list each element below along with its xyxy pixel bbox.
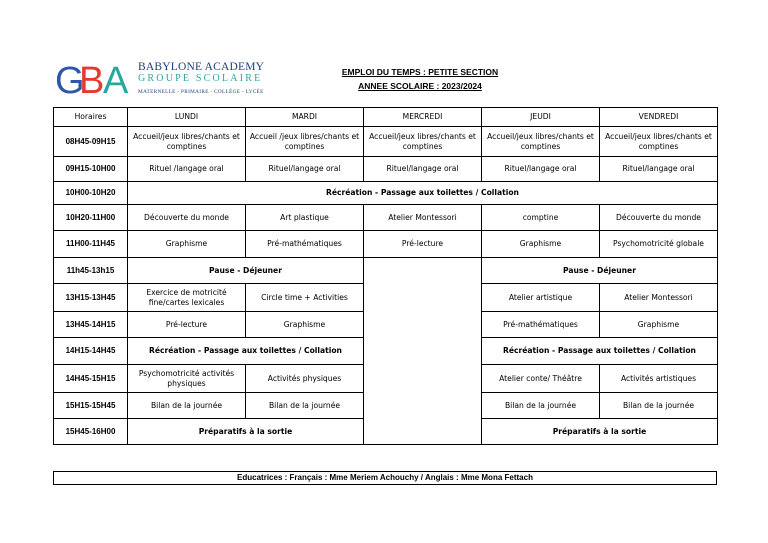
cell-vendredi: Activités artistiques — [600, 365, 718, 393]
header-lundi: LUNDI — [128, 108, 246, 127]
cell-vendredi: Graphisme — [600, 312, 718, 338]
logo-letter-b: B — [79, 60, 105, 102]
cell-jeudi: Rituel/langage oral — [482, 157, 600, 182]
cell-mardi: Circle time + Activities — [246, 284, 364, 312]
header-mardi: MARDI — [246, 108, 364, 127]
time-cell: 14H15-14H45 — [54, 338, 128, 365]
cell-vendredi: Accueil/jeux libres/chants et comptines — [600, 127, 718, 157]
time-cell: 15H15-15H45 — [54, 393, 128, 419]
cell-jeudi: Pré-mathématiques — [482, 312, 600, 338]
table-row — [54, 231, 718, 258]
table-row — [54, 157, 718, 182]
cell-jeudi: Atelier conte/ Théâtre — [482, 365, 600, 393]
cell-mardi: Bilan de la journée — [246, 393, 364, 419]
cell-lundi: Bilan de la journée — [128, 393, 246, 419]
cell-mardi: Graphisme — [246, 312, 364, 338]
cell-mercredi: Pré-lecture — [364, 231, 482, 258]
time-cell: 08H45-09H15 — [54, 127, 128, 157]
gba-logo-mark — [55, 58, 137, 103]
cell-exit-jeudi-vendredi: Préparatifs à la sortie — [482, 419, 718, 445]
cell-mardi: Accueil /jeux libres/chants et comptines — [246, 127, 364, 157]
school-year: ANNEE SCOLAIRE : 2023/2024 — [358, 81, 482, 91]
logo-school-name: BABYLONE ACADEMY — [138, 61, 265, 73]
logo-letter-g: G — [55, 60, 85, 102]
cell-break-jeudi-vendredi: Récréation - Passage aux toilettes / Collation — [482, 338, 718, 365]
cell-mercredi: Accueil/jeux libres/chants et comptines — [364, 127, 482, 157]
cell-mardi: Pré-mathématiques — [246, 231, 364, 258]
educators-footer: Educatrices : Français : Mme Meriem Achouchy / Anglais : Mme Mona Fettach — [53, 471, 717, 485]
cell-lundi: Graphisme — [128, 231, 246, 258]
cell-jeudi: Atelier artistique — [482, 284, 600, 312]
cell-lunch-jeudi-vendredi: Pause - Déjeuner — [482, 258, 718, 284]
table-row — [54, 182, 718, 205]
time-cell: 09H15-10H00 — [54, 157, 128, 182]
cell-mercredi: Atelier Montessori — [364, 205, 482, 231]
cell-mercredi-afternoon-empty — [364, 258, 482, 445]
page-title: EMPLOI DU TEMPS : PETITE SECTION — [341, 67, 499, 77]
cell-jeudi: Bilan de la journée — [482, 393, 600, 419]
cell-vendredi: Atelier Montessori — [600, 284, 718, 312]
cell-mardi: Rituel/langage oral — [246, 157, 364, 182]
cell-jeudi: Accueil/jeux libres/chants et comptines — [482, 127, 600, 157]
cell-lundi: Pré-lecture — [128, 312, 246, 338]
cell-lundi: Découverte du monde — [128, 205, 246, 231]
header-jeudi: JEUDI — [482, 108, 600, 127]
cell-vendredi: Rituel/langage oral — [600, 157, 718, 182]
time-cell: 13H45-14H15 — [54, 312, 128, 338]
time-cell: 10H00-10H20 — [54, 182, 128, 205]
cell-exit-lundi-mardi: Préparatifs à la sortie — [128, 419, 364, 445]
cell-mardi: Activités physiques — [246, 365, 364, 393]
header-vendredi: VENDREDI — [600, 108, 718, 127]
header-mercredi: MERCREDI — [364, 108, 482, 127]
cell-lundi: Rituel /langage oral — [128, 157, 246, 182]
cell-mardi: Art plastique — [246, 205, 364, 231]
school-logo — [55, 58, 270, 103]
cell-vendredi: Psychomotricité globale — [600, 231, 718, 258]
time-cell: 13H15-13H45 — [54, 284, 128, 312]
cell-lundi: Psychomotricité activités physiques — [128, 365, 246, 393]
table-row — [54, 205, 718, 231]
cell-jeudi: Graphisme — [482, 231, 600, 258]
header-horaires: Horaires — [54, 108, 128, 127]
cell-break-all: Récréation - Passage aux toilettes / Collation — [128, 182, 718, 205]
time-cell: 15H45-16H00 — [54, 419, 128, 445]
logo-group-scolaire: GROUPE SCOLAIRE — [138, 73, 263, 84]
time-cell: 14H45-15H15 — [54, 365, 128, 393]
timetable — [53, 107, 718, 445]
logo-letter-a: A — [103, 60, 129, 102]
header-row — [54, 108, 718, 127]
cell-mercredi: Rituel/langage oral — [364, 157, 482, 182]
cell-break-lundi-mardi: Récréation - Passage aux toilettes / Collation — [128, 338, 364, 365]
logo-levels: MATERNELLE - PRIMAIRE - COLLÈGE - LYCÉE — [138, 89, 264, 95]
cell-vendredi: Découverte du monde — [600, 205, 718, 231]
cell-lunch-lundi-mardi: Pause - Déjeuner — [128, 258, 364, 284]
cell-vendredi: Bilan de la journée — [600, 393, 718, 419]
table-row — [54, 127, 718, 157]
cell-lundi: Exercice de motricité fine/cartes lexicales — [128, 284, 246, 312]
time-cell: 10H20-11H00 — [54, 205, 128, 231]
table-row — [54, 258, 718, 284]
time-cell: 11H00-11H45 — [54, 231, 128, 258]
cell-lundi: Accueil/jeux libres/chants et comptines — [128, 127, 246, 157]
time-cell: 11h45-13h15 — [54, 258, 128, 284]
cell-jeudi: comptine — [482, 205, 600, 231]
